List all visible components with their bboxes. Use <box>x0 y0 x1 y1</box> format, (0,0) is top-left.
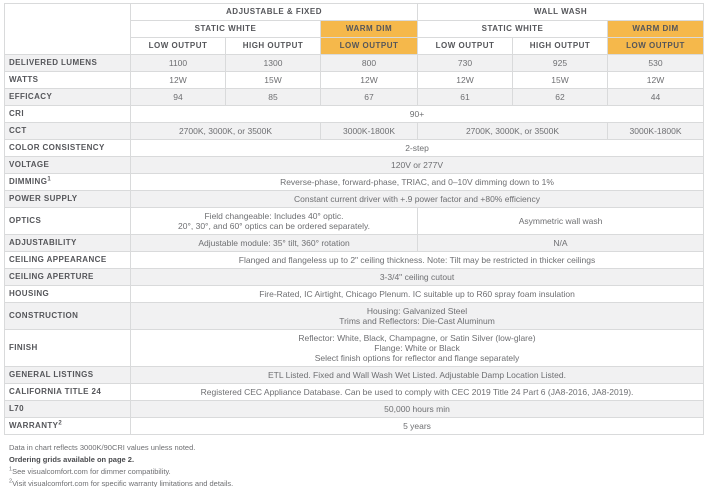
spec-value: Registered CEC Appliance Database. Can be used to comply with CEC 2019 Title 24 Part 6 (JA8-2016, JA8-2019). <box>131 384 704 401</box>
row-label-text: WARRANTY <box>9 421 59 430</box>
table-row-finish <box>5 330 704 367</box>
spec-value: 85 <box>226 89 321 106</box>
footnote-ordering-grids: Ordering grids available on page 2. <box>9 455 135 464</box>
footnote-marker: 2 <box>9 478 13 485</box>
row-label: DELIVERED LUMENS <box>5 55 131 72</box>
spec-value: Flanged and flangeless up to 2" ceiling thickness. Note: Tilt may be restricted in thicker ceilings <box>131 252 704 269</box>
table-row-voltage <box>5 157 704 174</box>
spec-value: 5 years <box>131 418 704 435</box>
row-label: HOUSING <box>5 286 131 303</box>
spec-value: 800 <box>321 55 418 72</box>
spec-value: 3000K-1800K <box>321 123 418 140</box>
row-label: CALIFORNIA TITLE 24 <box>5 384 131 401</box>
table-row-construction <box>5 303 704 330</box>
spec-value: 3-3/4" ceiling cutout <box>131 269 704 286</box>
spec-value <box>131 330 704 367</box>
spec-value: 925 <box>513 55 608 72</box>
output-header: HIGH OUTPUT <box>226 38 321 55</box>
row-label <box>5 418 131 435</box>
spec-value-line: Field changeable: Includes 40° optic. <box>204 211 344 221</box>
spec-value: 44 <box>608 89 704 106</box>
subgroup-warm-dim-1: WARM DIM <box>321 21 418 38</box>
row-label: VOLTAGE <box>5 157 131 174</box>
row-label: CEILING APPEARANCE <box>5 252 131 269</box>
spec-value: Asymmetric wall wash <box>418 208 704 235</box>
spec-value: Fire-Rated, IC Airtight, Chicago Plenum. IC suitable up to R60 spray foam insulation <box>131 286 704 303</box>
spec-value: N/A <box>418 235 704 252</box>
row-label <box>5 174 131 191</box>
spec-value: Adjustable module: 35° tilt, 360° rotation <box>131 235 418 252</box>
spec-value: 730 <box>418 55 513 72</box>
row-label: CONSTRUCTION <box>5 303 131 330</box>
footnotes <box>9 442 233 487</box>
spec-value: 12W <box>321 72 418 89</box>
spec-value: 12W <box>608 72 704 89</box>
spec-value: 61 <box>418 89 513 106</box>
table-row-efficacy <box>5 89 704 106</box>
output-header: LOW OUTPUT <box>321 38 418 55</box>
spec-table <box>4 3 704 435</box>
header-group-row <box>5 4 704 21</box>
row-label: L70 <box>5 401 131 418</box>
table-row-general-listings <box>5 367 704 384</box>
spec-value <box>131 208 418 235</box>
table-row-cri <box>5 106 704 123</box>
subgroup-warm-dim-2: WARM DIM <box>608 21 704 38</box>
spec-value: 62 <box>513 89 608 106</box>
table-row-delivered-lumens <box>5 55 704 72</box>
spec-value-line: 20°, 30°, and 60° optics can be ordered separately. <box>178 221 370 231</box>
row-label: CRI <box>5 106 131 123</box>
row-label: WATTS <box>5 72 131 89</box>
footnote-text: See visualcomfort.com for dimmer compatibility. <box>12 467 171 476</box>
table-row-housing <box>5 286 704 303</box>
spec-value: 1100 <box>131 55 226 72</box>
row-label-text: DIMMING <box>9 177 48 186</box>
spec-value: 2700K, 3000K, or 3500K <box>131 123 321 140</box>
spec-value-line: Select finish options for reflector and flange separately <box>314 353 520 363</box>
spec-value: 15W <box>513 72 608 89</box>
footnote-warranty <box>9 478 233 487</box>
spec-value: 67 <box>321 89 418 106</box>
spec-value-line: Reflector: White, Black, Champagne, or Satin Silver (low-glare) <box>298 333 536 343</box>
output-header: LOW OUTPUT <box>131 38 226 55</box>
spec-value: 12W <box>131 72 226 89</box>
footnote-dimmer <box>9 466 233 478</box>
table-row-color-consistency <box>5 140 704 157</box>
footnote-marker: 1 <box>9 466 13 473</box>
row-label: GENERAL LISTINGS <box>5 367 131 384</box>
table-row-adjustability <box>5 235 704 252</box>
row-label: COLOR CONSISTENCY <box>5 140 131 157</box>
spec-value: ETL Listed. Fixed and Wall Wash Wet Listed. Adjustable Damp Location Listed. <box>131 367 704 384</box>
spec-value: 2-step <box>131 140 704 157</box>
row-label: OPTICS <box>5 208 131 235</box>
row-label: CEILING APERTURE <box>5 269 131 286</box>
spec-value: 94 <box>131 89 226 106</box>
table-row-ceiling-appearance <box>5 252 704 269</box>
table-row-california-title-24 <box>5 384 704 401</box>
spec-value: 90+ <box>131 106 704 123</box>
subgroup-static-white-1: STATIC WHITE <box>131 21 321 38</box>
group-header-adjustable-fixed: ADJUSTABLE & FIXED <box>131 4 418 21</box>
table-row-cct <box>5 123 704 140</box>
output-header: LOW OUTPUT <box>608 38 704 55</box>
footnote-marker: 2 <box>58 420 63 427</box>
table-row-power-supply <box>5 191 704 208</box>
group-header-wall-wash: WALL WASH <box>418 4 704 21</box>
spec-value-line: Trims and Reflectors: Die-Cast Aluminum <box>339 316 495 326</box>
row-label: FINISH <box>5 330 131 367</box>
output-header: HIGH OUTPUT <box>513 38 608 55</box>
footnote-marker: 1 <box>47 176 52 183</box>
spec-value: 12W <box>418 72 513 89</box>
row-label: POWER SUPPLY <box>5 191 131 208</box>
spec-value: 3000K-1800K <box>608 123 704 140</box>
table-row-watts <box>5 72 704 89</box>
spec-value: 530 <box>608 55 704 72</box>
output-header: LOW OUTPUT <box>418 38 513 55</box>
corner-cell <box>5 4 131 55</box>
spec-value-line: Housing: Galvanized Steel <box>366 306 468 316</box>
footnote-text: Visit visualcomfort.com for specific warranty limitations and details. <box>12 479 234 487</box>
subgroup-static-white-2: STATIC WHITE <box>418 21 608 38</box>
footnote-data-basis: Data in chart reflects 3000K/90CRI values unless noted. <box>9 443 196 452</box>
table-row-dimming <box>5 174 704 191</box>
table-row-optics <box>5 208 704 235</box>
table-row-warranty <box>5 418 704 435</box>
row-label: EFFICACY <box>5 89 131 106</box>
row-label: CCT <box>5 123 131 140</box>
spec-value: Constant current driver with +.9 power factor and +80% efficiency <box>131 191 704 208</box>
spec-value: 2700K, 3000K, or 3500K <box>418 123 608 140</box>
spec-value: 50,000 hours min <box>131 401 704 418</box>
spec-value: 15W <box>226 72 321 89</box>
spec-value <box>131 303 704 330</box>
spec-value-line: Flange: White or Black <box>374 343 460 353</box>
spec-value: Reverse-phase, forward-phase, TRIAC, and 0–10V dimming down to 1% <box>131 174 704 191</box>
spec-value: 1300 <box>226 55 321 72</box>
spec-value: 120V or 277V <box>131 157 704 174</box>
row-label: ADJUSTABILITY <box>5 235 131 252</box>
table-row-l70 <box>5 401 704 418</box>
table-row-ceiling-aperture <box>5 269 704 286</box>
